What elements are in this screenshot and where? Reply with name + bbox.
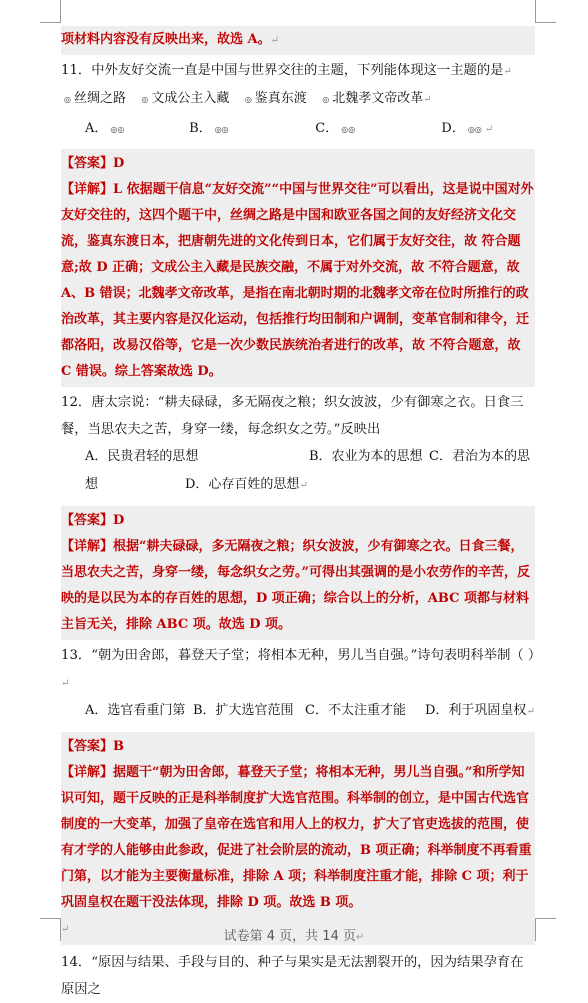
question-12-answer: 【答案】D (61, 513, 125, 528)
question-13-stem: 13．“朝为田舍郎，暮登天子堂；将相本无种，男儿当自强。”诗句表明科举制（ ）↵ (61, 648, 542, 689)
question-14-stem: 14．“原因与结果、手段与目的、种子与果实是无法割裂开的，因为结果孕育在原因之 (61, 955, 524, 997)
question-11-options: A． ◎◎ B． ◎◎ C． ◎◎ D． ◎◎ ↵ (85, 121, 494, 136)
question-11-answer: 【答案】D (61, 156, 125, 171)
question-12-stem: 12．唐太宗说：“耕夫碌碌，多无隔夜之粮；织女波波，少有御寒之衣。日食三餐，当思农夫之苦，身穿一缕，每念织女之劳。”反映出 (61, 395, 524, 437)
question-11-items: ◎ 丝绸之路 ◎ 文成公主入藏 ◎ 鉴真东渡 ◎ 北魏孝文帝改革↵ (64, 91, 432, 106)
crop-mark-top-right (535, 0, 556, 23)
empty-paragraph: ↵ (61, 924, 70, 935)
question-13-answer: 【答案】B (61, 739, 124, 754)
question-13-explanation: 【详解】据题干“朝为田舍郎，暮登天子堂；将相本无种，男儿当自强。”和所学知识可知，题干反映的正是科举制度扩大选官范围。科举制的创立，是中国古代选官制度的一大变革，加强了皇帝在选官和用人上的权力，扩大了官吏选拔的范围，使有才学的人能够由此参政，促进了社会阶层的流动，B 项正确；科举制度不再看重门第，以才能为主要衡量标准，排除 A 项；科举制度注重才能，排除 C 项；利于巩固皇权在题干没法体现，排除 D 项。故选 B 项。 (61, 765, 532, 910)
prev-explain-continuation: 项材料内容没有反映出来，故选 A。↵ (61, 26, 535, 55)
question-11-explanation: 【详解】L 依据题干信息“友好交流”“中国与世界交往”可以看出，这是说中国对外友好交往的，这四个题干中，丝绸之路是中国和欧亚各国之间的友好经济文化交流，鉴真东渡日本，把唐朝先进的文化传到日本，它们属于友好交往，故 符合题意;故 D 正确；文成公主入藏是民族交融，不属于对外交流，故 不符合题意，故 A、B 错误；北魏孝文帝改革，是指在南北朝时期的北魏孝文帝在位时所推行的政治改革，其主要内容是汉化运动，包括推行均田制和户调制，变革官制和律令，迁都洛阳，改易汉俗等，它是一次少数民族统治者进行的改革，故 不符合题意，故 C 错误。综上答案故选 D。 (61, 182, 534, 379)
page-content (61, 26, 542, 1003)
question-12-explanation: 【详解】根据“耕夫碌碌，多无隔夜之粮；织女波波，少有御寒之衣。日食三餐，当思农夫之苦，身穿一缕，每念织女之劳。”可得出其强调的是小农劳作的辛苦，反映的是以民为本的存百姓的思想，D 项正确；综合以上的分析，ABC 项都与材料主旨无关，排除 ABC 项。故选 D 项。 (61, 539, 530, 632)
question-11-stem: 11．中外友好交流一直是中国与世界交往的主题，下列能体现这一主题的是↵ (61, 63, 512, 78)
question-12-options: A．民贵君轻的思想 B．农业为本的思想 C．君治为本的思 (85, 449, 530, 464)
question-13-answer-block (61, 732, 535, 945)
crop-mark-top-left (40, 0, 61, 23)
question-11-answer-block (61, 149, 535, 387)
question-12-options-cont: 想 D．心存百姓的思想↵ (85, 477, 308, 492)
page-footer: 试卷第 4 页，共 14 页↵ (223, 929, 365, 944)
question-12-answer-block (61, 506, 535, 640)
question-13-options: A．选官看重门第 B．扩大选官范围 C．不太注重才能 D．利于巩固皇权↵ (85, 703, 535, 718)
